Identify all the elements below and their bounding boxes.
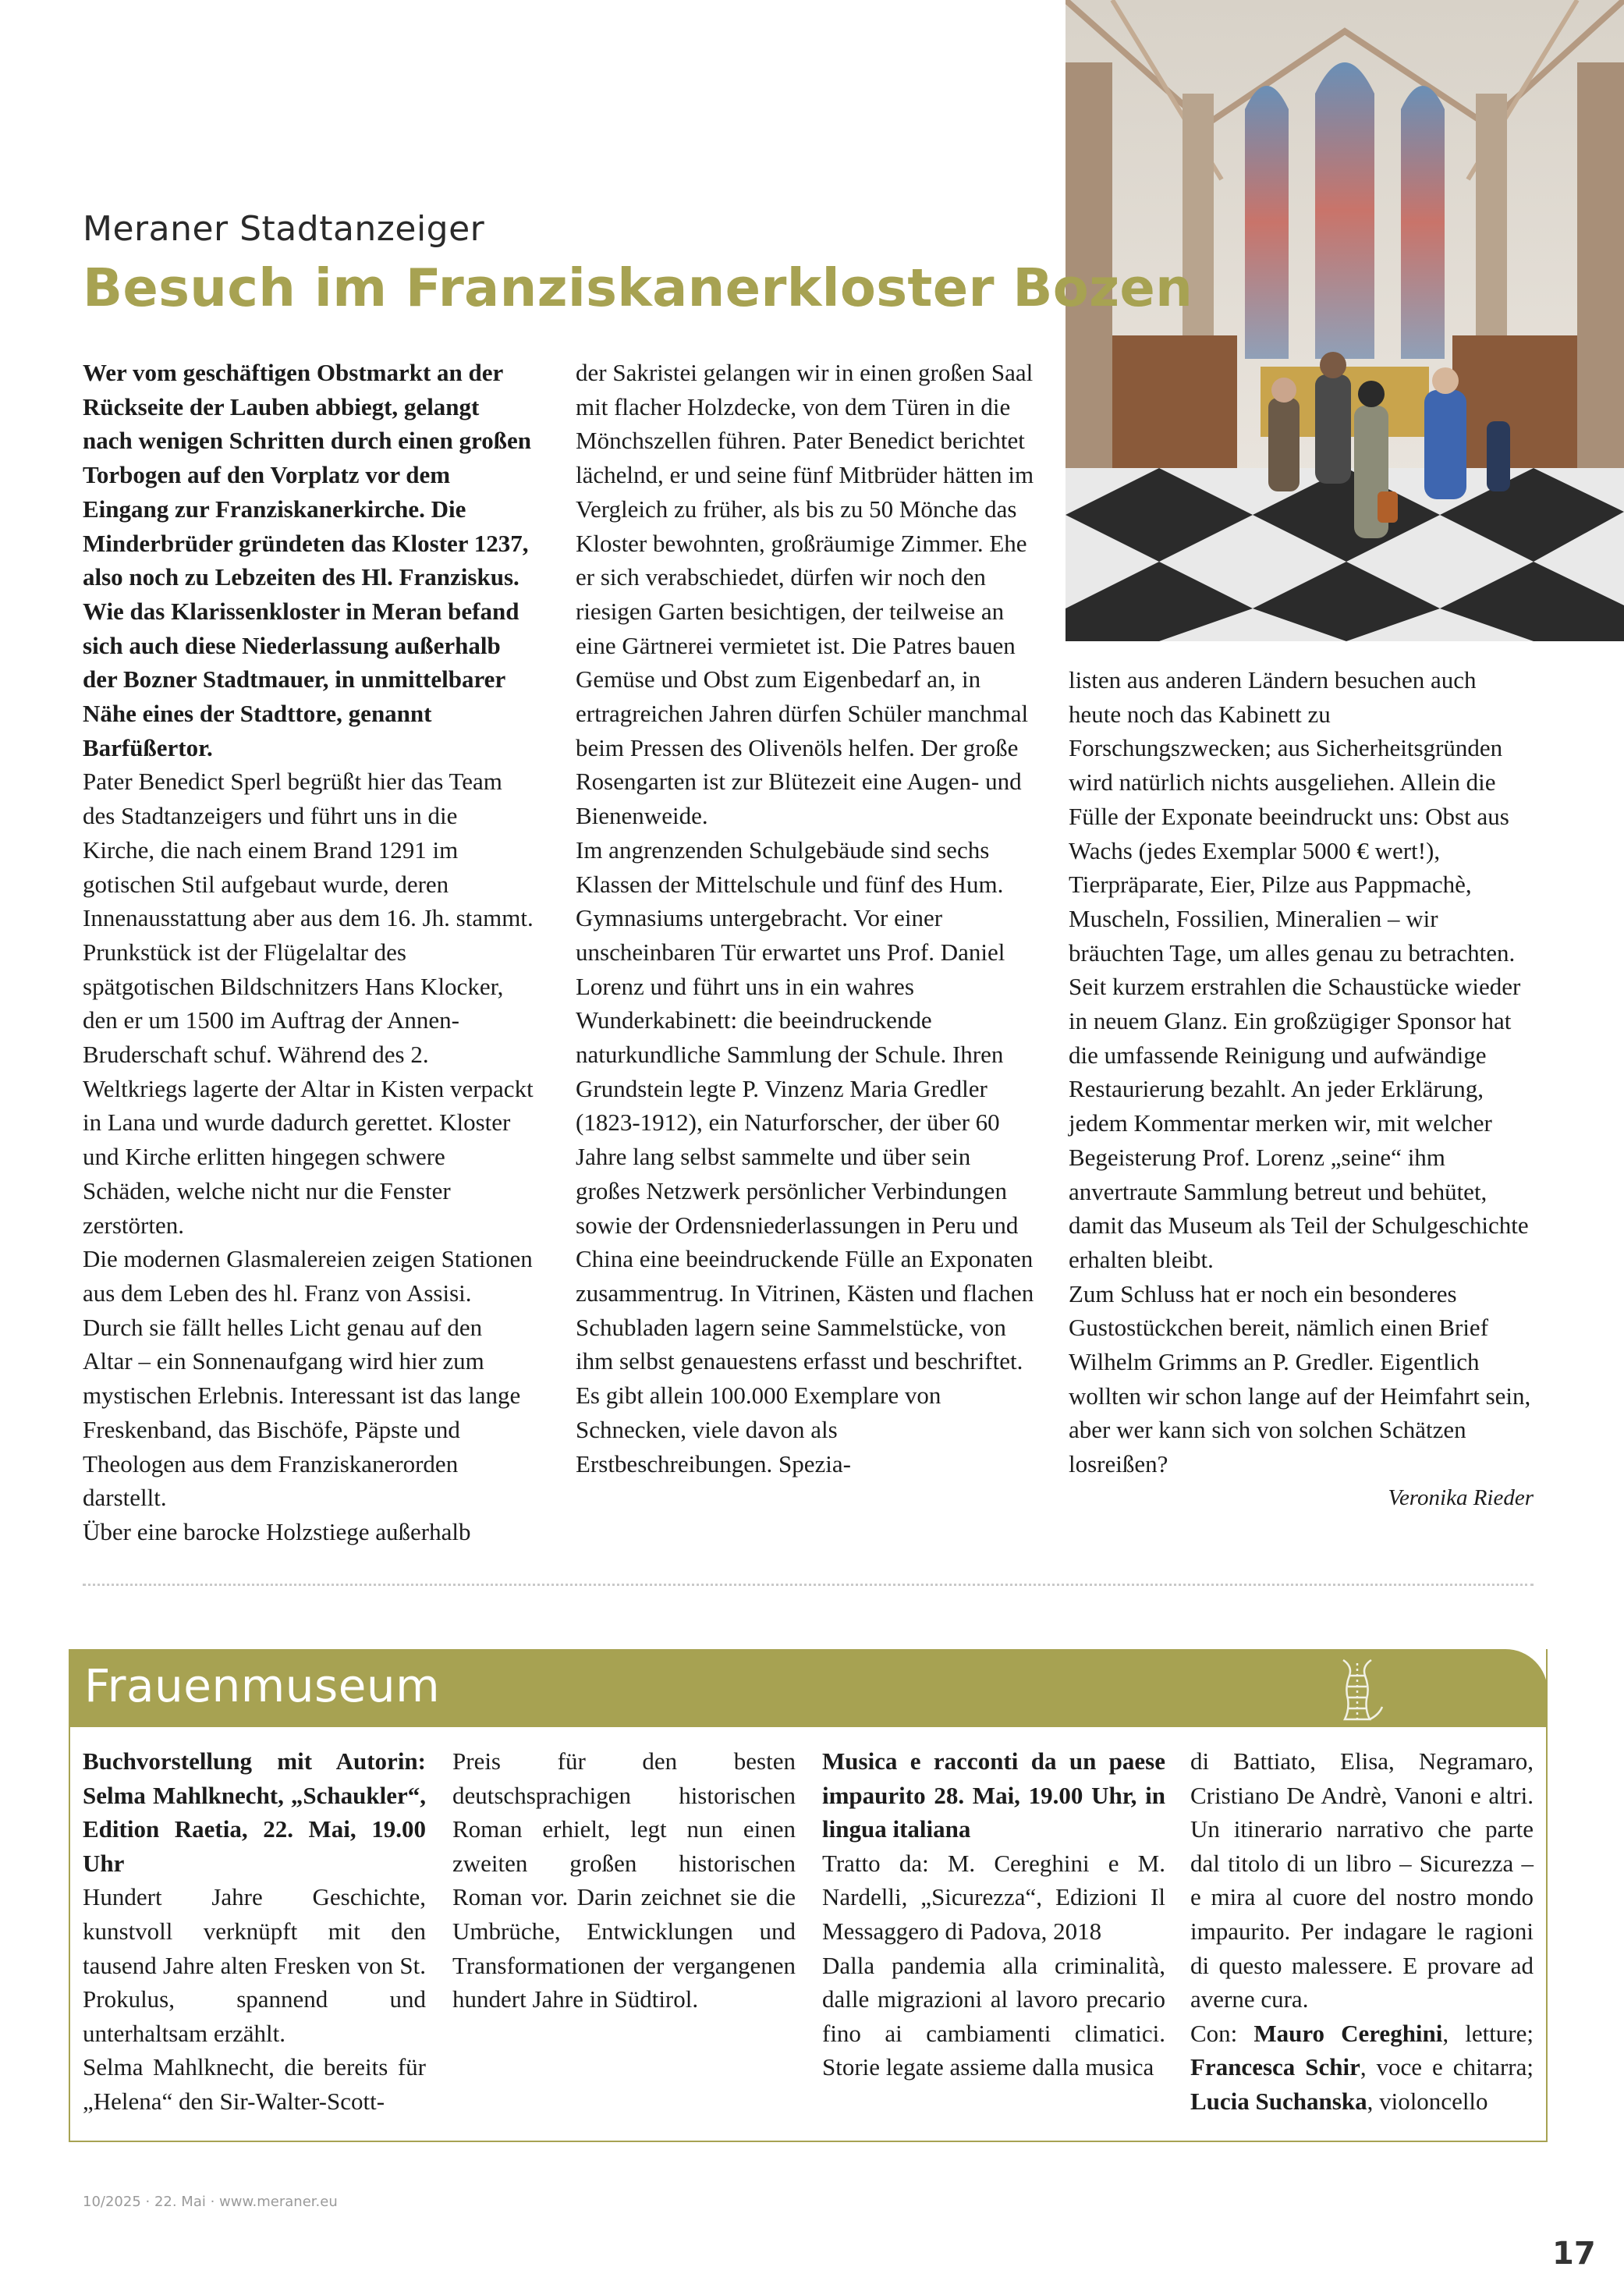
article-paragraph: Zum Schluss hat er noch ein besonderes Gustostückchen bereit, nämlich einen Brief Wilhelm Grimms an P. Gredler. Eigentlich wollten wir schon lange auf der Heimfahrt sein, aber wer kann sich von solchen Schätzen losreißen? — [1069, 1279, 1531, 1478]
article-column-1 — [83, 356, 534, 1549]
headline: Besuch im Franziskanerkloster Bozen — [83, 257, 1193, 318]
event1-text: Selma Mahlknecht, die bereits für „Helena“ den Sir-Walter-Scott- — [83, 2053, 426, 2115]
event2-credits — [1190, 2017, 1534, 2119]
event1-column-1 — [83, 1744, 426, 2119]
event2-column-2 — [1190, 1744, 1534, 2119]
credit-name: Mauro Cereghini — [1253, 2019, 1443, 2047]
event1-text: Hundert Jahre Geschichte, kunstvoll verknüpft mit den tausend Jahre alten Fresken von St. Prokulus, spannend und unterhaltsam erzählt. — [83, 1883, 426, 2047]
event1-heading: Buchvorstellung mit Autorin: Selma Mahlknecht, „Schaukler“, Edition Raetia, 22. Mai, 19.00 Uhr — [83, 1747, 426, 1877]
event1-text: Preis für den besten deutschsprachigen historischen Roman erhielt, legt nun einen zweiten großen historischen Roman vor. Darin zeichnet sie die Umbrüche, Entwicklungen und Transformationen der vergangenen hundert Jahre in Südtirol. — [452, 1747, 796, 2013]
credit-role: , letture; — [1442, 2019, 1534, 2047]
event2-heading: Musica e racconti da un paese impaurito 28. Mai, 19.00 Uhr, in lingua italiana — [822, 1747, 1165, 1843]
article-column-3 — [1069, 663, 1534, 1516]
article-lead: Wer vom geschäftigen Obstmarkt an der Rückseite der Lauben abbiegt, gelangt nach wenigen Schritten durch einen großen Torbogen auf den Vorplatz vor dem Eingang zur Franziskanerkirche. Die Minderbrüder gründeten das Kloster 1237, also noch zu Lebzeiten des Hl. Franziskus. Wie das Klarissenkloster in Meran befand sich auch diese Niederlassung außerhalb der Bozner Stadtmauer, in unmittelbarer Nähe eines der Stadttore, genannt Barfüßertor. — [83, 359, 531, 761]
credit-name: Lucia Suchanska — [1190, 2087, 1367, 2115]
article-paragraph: Über eine barocke Holzstiege außerhalb — [83, 1517, 471, 1545]
event2-text: Tratto da: M. Cereghini e M. Nardelli, „Sicurezza“, Edizioni Il Messaggero di Padova, 2018 — [822, 1849, 1165, 1945]
event2-text: di Battiato, Elisa, Negramaro, Cristiano De Andrè, Vanoni e altri. Un itinerario narrativo che parte dal titolo di un libro – Sicurezza – e mira al cuore del nostro mondo impaurito. Per indagare le ragioni di questo malessere. E provare ad averne cura. — [1190, 1747, 1534, 2013]
footer-issue: 10/2025 · 22. Mai · www.meraner.eu — [83, 2194, 338, 2210]
event2-text: Dalla pandemia alla criminalità, dalle migrazioni al lavoro precario fino ai cambiamenti climatici. Storie legate assieme dalla musica — [822, 1951, 1165, 2081]
credit-role: , violoncello — [1367, 2087, 1488, 2115]
frauenmuseum-title: Frauenmuseum — [84, 1659, 441, 1712]
article-paragraph: Seit kurzem erstrahlen die Schaustücke wieder in neuem Glanz. Ein großzügiger Sponsor hat die umfassende Reinigung und aufwändige Restaurierung bezahlt. An jeder Erklärung, jedem Kommentar merken wir, mit welcher Begeisterung Prof. Lorenz „seine“ ihm anvertraute Sammlung betreut und behütet, damit das Museum als Teil der Schulgeschichte erhalten bleibt. — [1069, 973, 1529, 1273]
article-paragraph: der Sakristei gelangen wir in einen großen Saal mit flacher Holzdecke, von dem Türen in die Mönchszellen führen. Pater Benedict berichtet lächelnd, er und seine fünf Mitbrüder hätten im Vergleich zu früher, als bis zu 50 Mönche das Kloster bewohnten, großräumige Zimmer. Ehe er sich verabschiedet, dürfen wir noch den riesigen Garten besichtigen, der teilweise an eine Gärtnerei vermietet ist. Die Patres bauen Gemüse und Obst zum Eigenbedarf an, in ertragreichen Jahren dürfen Schüler manchmal beim Pressen des Olivenöls helfen. Der große Rosengarten ist zur Blütezeit eine Augen- und Bienenweide. — [576, 359, 1034, 830]
article-paragraph: Die modernen Glasmalereien zeigen Stationen aus dem Leben des hl. Franz von Assisi. Durch sie fällt helles Licht genau auf den Altar – ein Sonnenaufgang wird hier zum mystischen Erlebnis. Interessant ist das lange Freskenband, das Bischöfe, Päpste und Theologen aus dem Franziskanerorden darstellt. — [83, 1245, 533, 1512]
article-paragraph: listen aus anderen Ländern besuchen auch heute noch das Kabinett zu Forschungszwecken; aus Sicherheitsgründen wird natürlich nichts ausgeliehen. Allein die Fülle der Exponate beeindruckt uns: Obst aus Wachs (jedes Exemplar 5000 € wert!), Tierpräparate, Eier, Pilze aus Pappmachè, Muscheln, Fossilien, Mineralien – wir bräuchten Tage, um alles genau zu betrachten. — [1069, 666, 1516, 967]
kicker: Meraner Stadtanzeiger — [83, 209, 485, 249]
event2-column-1 — [822, 1744, 1165, 2084]
article-signature: Veronika Rieder — [1388, 1485, 1534, 1510]
event1-column-2 — [452, 1744, 796, 2017]
article-column-2 — [576, 356, 1036, 1481]
corset-icon — [1321, 1652, 1393, 1724]
credits-prefix: Con: — [1190, 2019, 1254, 2047]
article-paragraph: Pater Benedict Sperl begrüßt hier das Team des Stadtanzeigers und führt uns in die Kirche, die nach einem Brand 1291 im gotischen Stil aufgebaut wurde, deren Innenausstattung aber aus dem 16. Jh. stammt. Prunkstück ist der Flügelaltar des spätgotischen Bildschnitzers Hans Klocker, den er um 1500 im Auftrag der Annen-Bruderschaft schuf. Während des 2. Weltkriegs lagerte der Altar in Kisten verpackt in Lana und wurde dadurch gerettet. Kloster und Kirche erlitten hingegen schwere Schäden, welche nicht nur die Fenster zerstörten. — [83, 768, 534, 1239]
article-paragraph: Im angrenzenden Schulgebäude sind sechs Klassen der Mittelschule und fünf des Hum. Gymnasiums untergebracht. Vor einer unscheinbaren Tür erwartet uns Prof. Daniel Lorenz und führt uns in ein wahres Wunderkabinett: die beeindruckende naturkundliche Sammlung der Schule. Ihren Grundstein legte P. Vinzenz Maria Gredler (1823-1912), ein Naturforscher, der über 60 Jahre lang selbst sammelte und über sein großes Netzwerk persönlicher Verbindungen sowie der Ordensniederlassungen in Peru und China eine beeindruckende Fülle an Exponaten zusammentrug. In Vitrinen, Kästen und flachen Schubladen lagern seine Sammelstücke, von ihm selbst genauestens erfasst und beschriftet. Es gibt allein 100.000 Exemplare von Schnecken, viele davon als Erstbeschreibungen. Spezia- — [576, 835, 1034, 1478]
section-divider — [83, 1584, 1534, 1586]
credit-name: Francesca Schir — [1190, 2053, 1360, 2081]
credit-role: , voce e chitarra; — [1360, 2053, 1534, 2081]
page-number: 17 — [1552, 2236, 1596, 2272]
church-interior-photo — [1066, 0, 1624, 641]
